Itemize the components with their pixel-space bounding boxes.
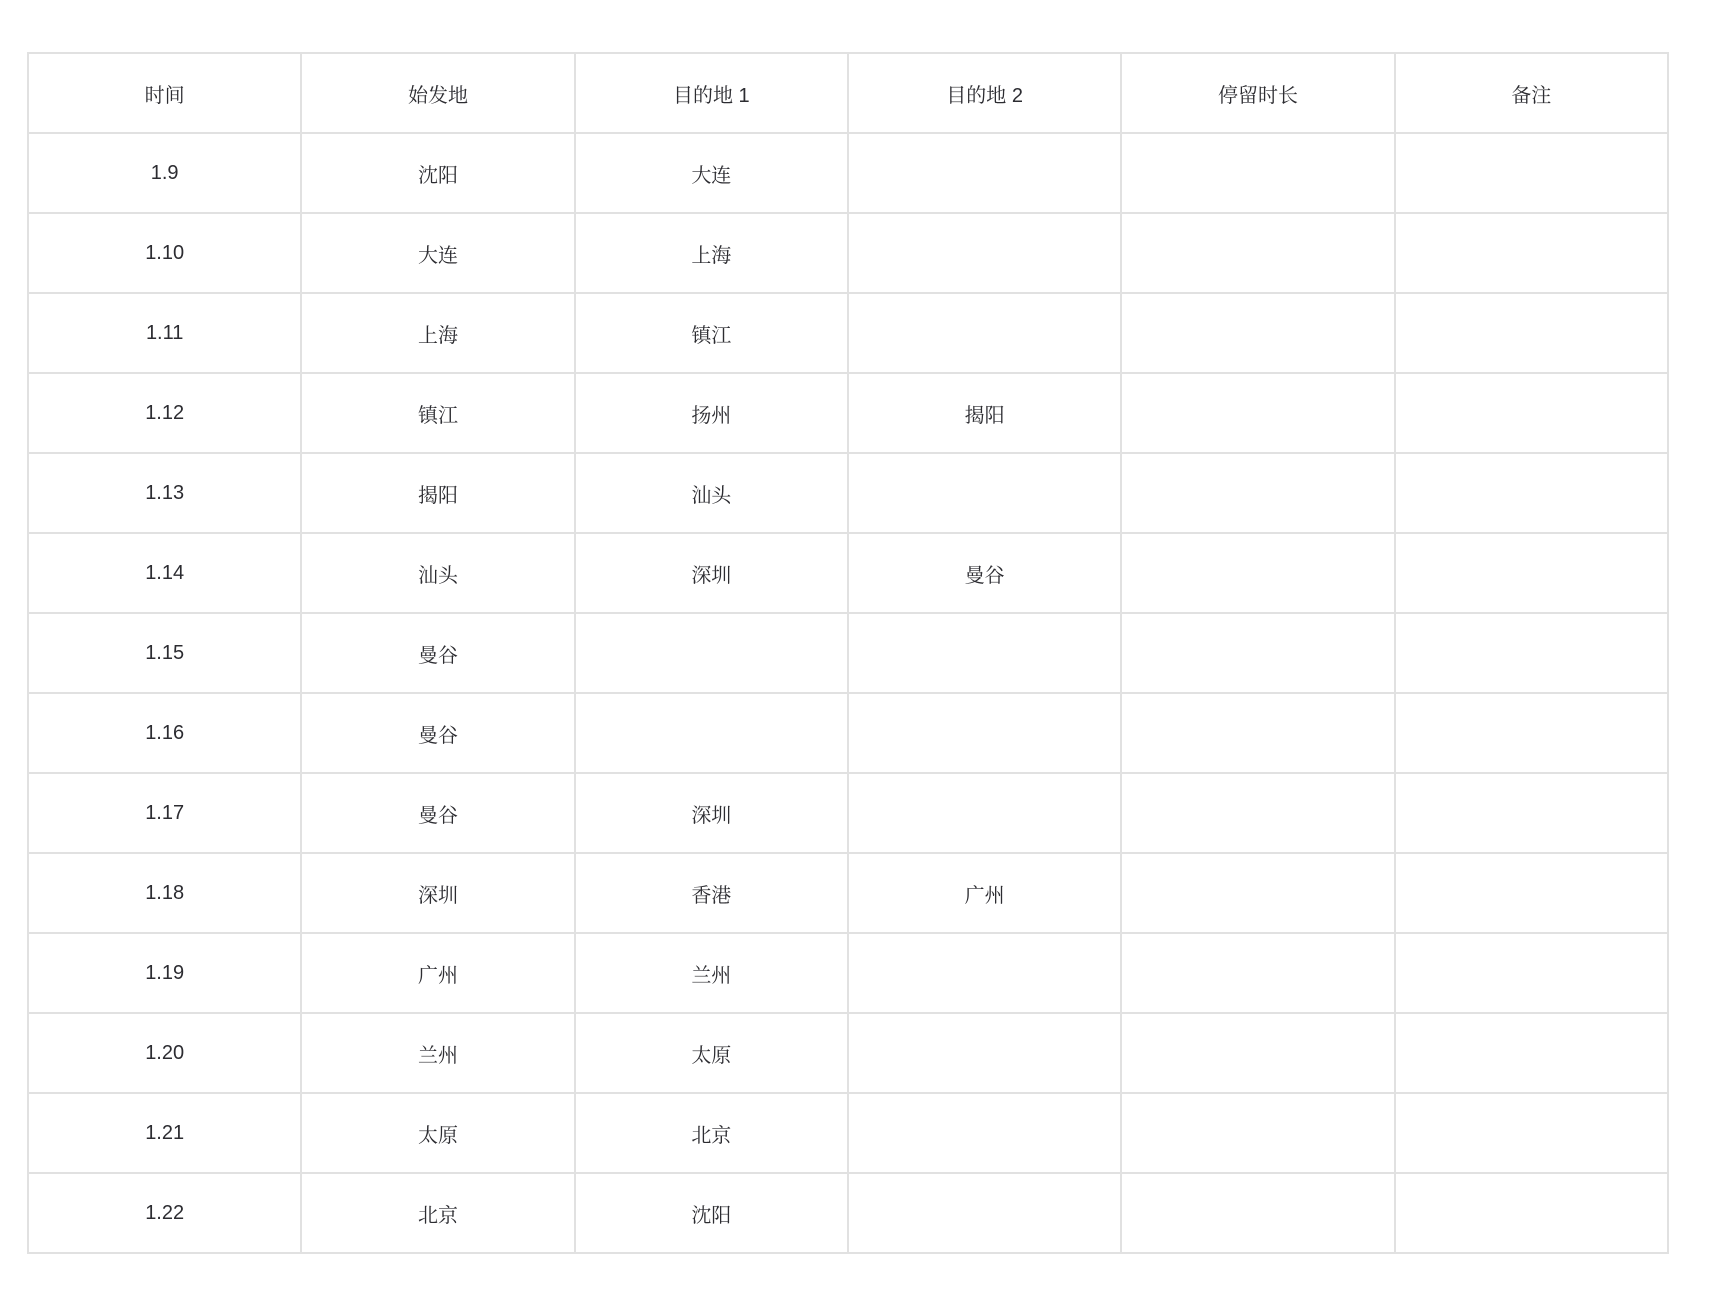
cell-origin: 曼谷 [301, 693, 574, 773]
table-body [28, 133, 1668, 1253]
cell-dest2 [848, 213, 1121, 293]
cell-origin: 北京 [301, 1173, 574, 1253]
cell-time: 1.14 [28, 533, 301, 613]
cell-dest1: 深圳 [575, 533, 848, 613]
cell-notes [1395, 213, 1668, 293]
cell-time: 1.12 [28, 373, 301, 453]
cell-origin: 大连 [301, 213, 574, 293]
table-row [28, 693, 1668, 773]
cell-time: 1.10 [28, 213, 301, 293]
cell-time: 1.16 [28, 693, 301, 773]
cell-duration [1121, 1013, 1394, 1093]
cell-origin: 汕头 [301, 533, 574, 613]
cell-time: 1.13 [28, 453, 301, 533]
cell-origin: 太原 [301, 1093, 574, 1173]
table-header [28, 53, 1668, 133]
cell-dest2: 曼谷 [848, 533, 1121, 613]
cell-dest1: 北京 [575, 1093, 848, 1173]
cell-duration [1121, 1093, 1394, 1173]
cell-notes [1395, 853, 1668, 933]
cell-notes [1395, 1173, 1668, 1253]
cell-duration [1121, 453, 1394, 533]
cell-duration [1121, 213, 1394, 293]
cell-dest2 [848, 1013, 1121, 1093]
cell-origin: 曼谷 [301, 773, 574, 853]
cell-dest2 [848, 133, 1121, 213]
cell-dest2 [848, 693, 1121, 773]
table-row [28, 373, 1668, 453]
cell-time: 1.18 [28, 853, 301, 933]
column-header-dest2: 目的地 2 [848, 53, 1121, 133]
column-header-origin: 始发地 [301, 53, 574, 133]
cell-dest2 [848, 613, 1121, 693]
cell-duration [1121, 1173, 1394, 1253]
table-row [28, 613, 1668, 693]
cell-time: 1.9 [28, 133, 301, 213]
table-row [28, 853, 1668, 933]
cell-dest2 [848, 1093, 1121, 1173]
cell-time: 1.21 [28, 1093, 301, 1173]
cell-duration [1121, 773, 1394, 853]
trip-itinerary-table [27, 52, 1669, 1254]
cell-origin: 兰州 [301, 1013, 574, 1093]
cell-notes [1395, 1013, 1668, 1093]
cell-notes [1395, 293, 1668, 373]
column-header-time: 时间 [28, 53, 301, 133]
cell-duration [1121, 133, 1394, 213]
cell-time: 1.17 [28, 773, 301, 853]
column-header-dest1: 目的地 1 [575, 53, 848, 133]
cell-origin: 镇江 [301, 373, 574, 453]
cell-origin: 沈阳 [301, 133, 574, 213]
cell-origin: 广州 [301, 933, 574, 1013]
cell-time: 1.15 [28, 613, 301, 693]
cell-dest2: 揭阳 [848, 373, 1121, 453]
cell-notes [1395, 373, 1668, 453]
cell-dest1: 深圳 [575, 773, 848, 853]
cell-duration [1121, 933, 1394, 1013]
cell-origin: 揭阳 [301, 453, 574, 533]
table-row [28, 293, 1668, 373]
cell-dest1: 沈阳 [575, 1173, 848, 1253]
cell-time: 1.20 [28, 1013, 301, 1093]
table-row [28, 1173, 1668, 1253]
cell-notes [1395, 933, 1668, 1013]
cell-time: 1.11 [28, 293, 301, 373]
cell-dest1: 汕头 [575, 453, 848, 533]
cell-dest1: 镇江 [575, 293, 848, 373]
table-row [28, 133, 1668, 213]
cell-dest2 [848, 933, 1121, 1013]
table-row [28, 933, 1668, 1013]
cell-dest2 [848, 1173, 1121, 1253]
cell-notes [1395, 693, 1668, 773]
cell-notes [1395, 133, 1668, 213]
table-row [28, 773, 1668, 853]
cell-notes [1395, 773, 1668, 853]
cell-dest1: 太原 [575, 1013, 848, 1093]
cell-duration [1121, 853, 1394, 933]
cell-dest1: 扬州 [575, 373, 848, 453]
cell-dest1: 大连 [575, 133, 848, 213]
cell-dest1: 上海 [575, 213, 848, 293]
cell-dest2: 广州 [848, 853, 1121, 933]
table-row [28, 1093, 1668, 1173]
table-row [28, 213, 1668, 293]
table-row [28, 453, 1668, 533]
cell-notes [1395, 533, 1668, 613]
cell-time: 1.19 [28, 933, 301, 1013]
cell-duration [1121, 373, 1394, 453]
cell-time: 1.22 [28, 1173, 301, 1253]
cell-notes [1395, 453, 1668, 533]
cell-origin: 上海 [301, 293, 574, 373]
cell-notes [1395, 1093, 1668, 1173]
cell-dest1 [575, 693, 848, 773]
column-header-duration: 停留时长 [1121, 53, 1394, 133]
cell-dest1: 兰州 [575, 933, 848, 1013]
table-row [28, 1013, 1668, 1093]
cell-notes [1395, 613, 1668, 693]
cell-dest2 [848, 293, 1121, 373]
cell-origin: 深圳 [301, 853, 574, 933]
table-row [28, 533, 1668, 613]
cell-duration [1121, 293, 1394, 373]
cell-dest1: 香港 [575, 853, 848, 933]
column-header-notes: 备注 [1395, 53, 1668, 133]
header-row [28, 53, 1668, 133]
cell-dest2 [848, 453, 1121, 533]
cell-origin: 曼谷 [301, 613, 574, 693]
cell-duration [1121, 533, 1394, 613]
cell-dest2 [848, 773, 1121, 853]
cell-duration [1121, 613, 1394, 693]
cell-dest1 [575, 613, 848, 693]
cell-duration [1121, 693, 1394, 773]
